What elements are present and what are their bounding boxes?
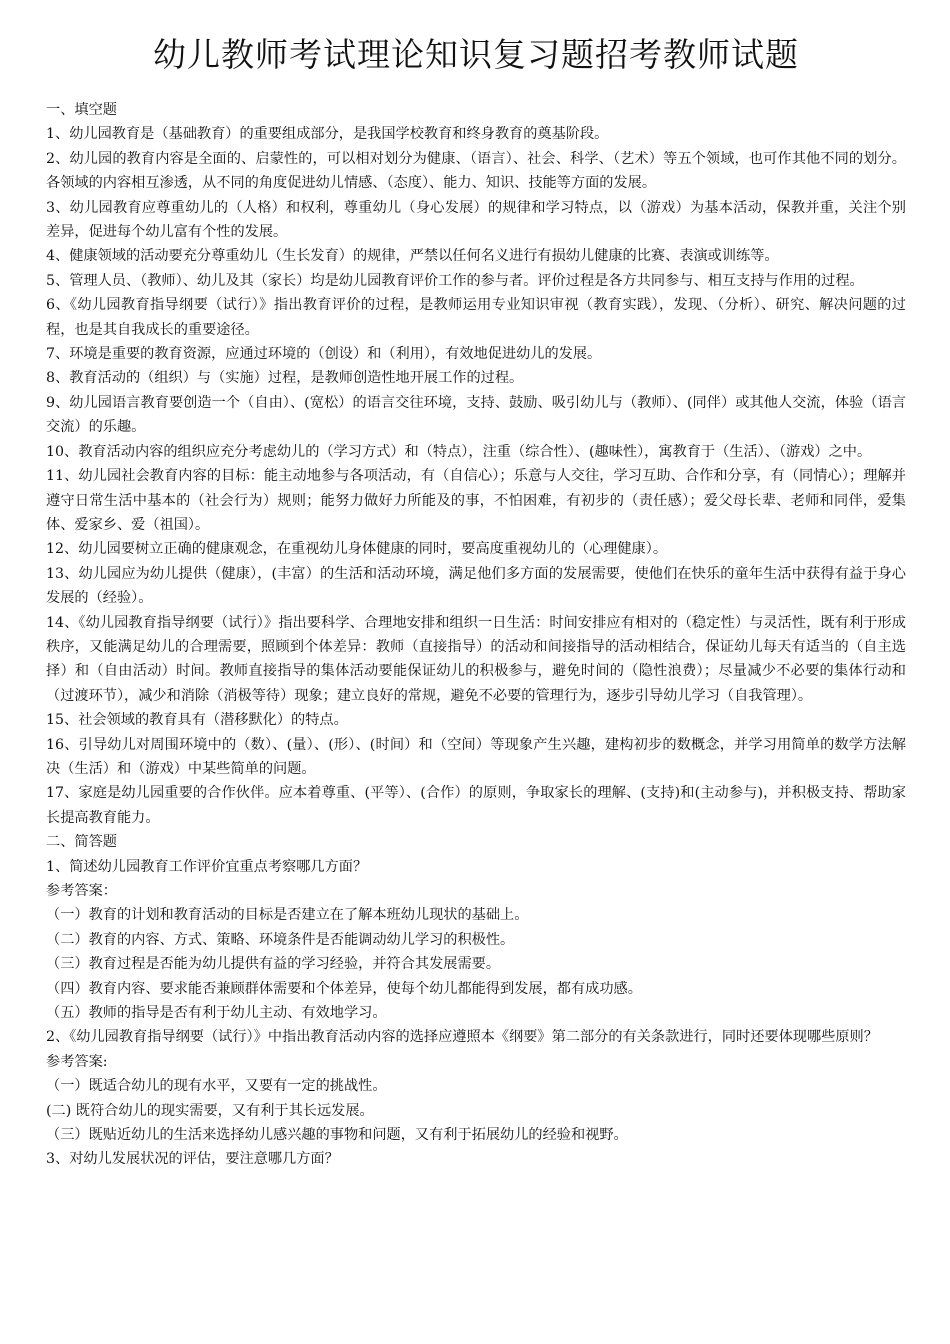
short-question-1: 1、简述幼儿园教育工作评价宜重点考察哪几方面？	[46, 858, 368, 875]
fill-question-2: 2、幼儿园的教育内容是全面的、启蒙性的，可以相对划分为健康、（语言）、社会、科学、（艺术）等五个领域，也可作其他不同的划分。各领域的内容相互渗透，从不同的角度促进幼儿情感、（态度）、能力、知识、技能等方面的发展。	[46, 150, 906, 192]
fill-question-16: 16、引导幼儿对周围环境中的（数）、(量）、(形）、(时间）和（空间）等现象产生兴趣，建构初步的数概念，并学习用简单的数学方法解决（生活）和（游戏）中某些简单的问题。	[46, 736, 906, 777]
fill-question-13: 13、幼儿园应为幼儿提供（健康），(丰富）的生活和活动环境，满足他们多方面的发展需要，使他们在快乐的童年生活中获得有益于身心发展的（经验）。	[46, 565, 906, 607]
answer-item: (二) 既符合幼儿的现实需要，又有利于其长远发展。	[46, 1102, 374, 1119]
document-body	[46, 98, 906, 1172]
section-heading-short-answer: 二、简答题	[46, 834, 117, 851]
answer-item: （三）既贴近幼儿的生活来选择幼儿感兴趣的事物和问题，又有利于拓展幼儿的经验和视野。	[46, 1127, 628, 1144]
short-question-3: 3、对幼儿发展状况的评估，要注意哪几方面？	[46, 1151, 339, 1168]
fill-question-1: 1、幼儿园教育是（基础教育）的重要组成部分，是我国学校教育和终身教育的奠基阶段。	[46, 126, 609, 143]
fill-question-6: 6、《幼儿园教育指导纲要（试行）》指出教育评价的过程，是教师运用专业知识审视（教育实践），发现、（分析）、研究、解决问题的过程，也是其自我成长的重要途径。	[46, 297, 906, 338]
answer-label: 参考答案:	[46, 1053, 108, 1070]
answer-label: 参考答案：	[46, 883, 117, 899]
answer-item: （四）教育内容、要求能否兼顾群体需要和个体差异，使每个幼儿都能得到发展，都有成功感。	[46, 980, 642, 997]
answer-item: （一）既适合幼儿的现有水平，又要有一定的挑战性。	[46, 1078, 387, 1095]
fill-question-17: 17、家庭是幼儿园重要的合作伙伴。应本着尊重、(平等）、(合作）的原则，争取家长的理解、(支持)和(主动参与)，并积极支持、帮助家长提高教育能力。	[46, 785, 906, 826]
section-heading-fill-in: 一、填空题	[46, 102, 117, 118]
fill-question-5: 5、管理人员、（教师）、幼儿及其（家长）均是幼儿园教育评价工作的参与者。评价过程是各方共同参与、相互支持与作用的过程。	[46, 272, 864, 289]
answer-item: （二）教育的内容、方式、策略、环境条件是否能调动幼儿学习的积极性。	[46, 931, 515, 948]
short-question-2: 2、《幼儿园教育指导纲要（试行）》中指出教育活动内容的选择应遵照本《纲要》第二部分的有关条款进行，同时还要体现哪些原则？	[46, 1029, 878, 1046]
answer-item: （一）教育的计划和教育活动的目标是否建立在了解本班幼儿现状的基础上。	[46, 907, 529, 924]
fill-question-14: 14、《幼儿园教育指导纲要（试行）》指出要科学、合理地安排和组织一日生活：时间安排应有相对的（稳定性）与灵活性，既有利于形成秩序，又能满足幼儿的合理需要，照顾到个体差异：教师（直接指导）的活动和间接指导的活动相结合，保证幼儿每天有适当的（自主选择）和（自由活动）时间。教师直接指导的集体活动要能保证幼儿的积极参与，避免时间的（隐性浪费）；尽量减少不必要的集体行动和（过渡环节），减少和消除（消极等待）现象；建立良好的常规，避免不必要的管理行为，逐步引导幼儿学习（自我管理）。	[46, 614, 906, 704]
fill-question-12: 12、幼儿园要树立正确的健康观念，在重视幼儿身体健康的同时，要高度重视幼儿的（心理健康）。	[46, 541, 668, 558]
document-title: 幼儿教师考试理论知识复习题招考教师试题	[153, 35, 799, 74]
fill-question-4: 4、健康领域的活动要充分尊重幼儿（生长发育）的规律，严禁以任何名义进行有损幼儿健康的比赛、表演或训练等。	[46, 248, 779, 265]
answer-item: （五）教师的指导是否有利于幼儿主动、有效地学习。	[46, 1005, 387, 1022]
fill-question-11: 11、幼儿园社会教育内容的目标：能主动地参与各项活动，有（自信心）；乐意与人交往，学习互助、合作和分享，有（同情心）；理解并遵守日常生活中基本的（社会行为）规则；能努力做好力所能及的事，不怕困难，有初步的（责任感）；爱父母长辈、老师和同伴，爱集体、爱家乡、爱（祖国）。	[46, 468, 906, 533]
fill-question-3: 3、幼儿园教育应尊重幼儿的（人格）和权利，尊重幼儿（身心发展）的规律和学习特点，以（游戏）为基本活动，保教并重，关注个别差异，促进每个幼儿富有个性的发展。	[46, 199, 906, 241]
fill-question-7: 7、环境是重要的教育资源，应通过环境的（创设）和（利用），有效地促进幼儿的发展。	[46, 346, 602, 363]
fill-question-15: 15、社会领域的教育具有（潜移默化）的特点。	[46, 712, 348, 729]
fill-question-10: 10、教育活动内容的组织应充分考虑幼儿的（学习方式）和（特点），注重（综合性）、(趣味性），寓教育于（生活）、（游戏）之中。	[46, 443, 872, 460]
fill-question-9: 9、幼儿园语言教育要创造一个（自由）、(宽松）的语言交往环境，支持、鼓励、吸引幼儿与（教师）、(同伴）或其他人交流，体验（语言交流）的乐趣。	[46, 394, 906, 436]
answer-item: （三）教育过程是否能为幼儿提供有益的学习经验，并符合其发展需要。	[46, 956, 501, 973]
fill-question-8: 8、教育活动的（组织）与（实施）过程，是教师创造性地开展工作的过程。	[46, 370, 524, 387]
